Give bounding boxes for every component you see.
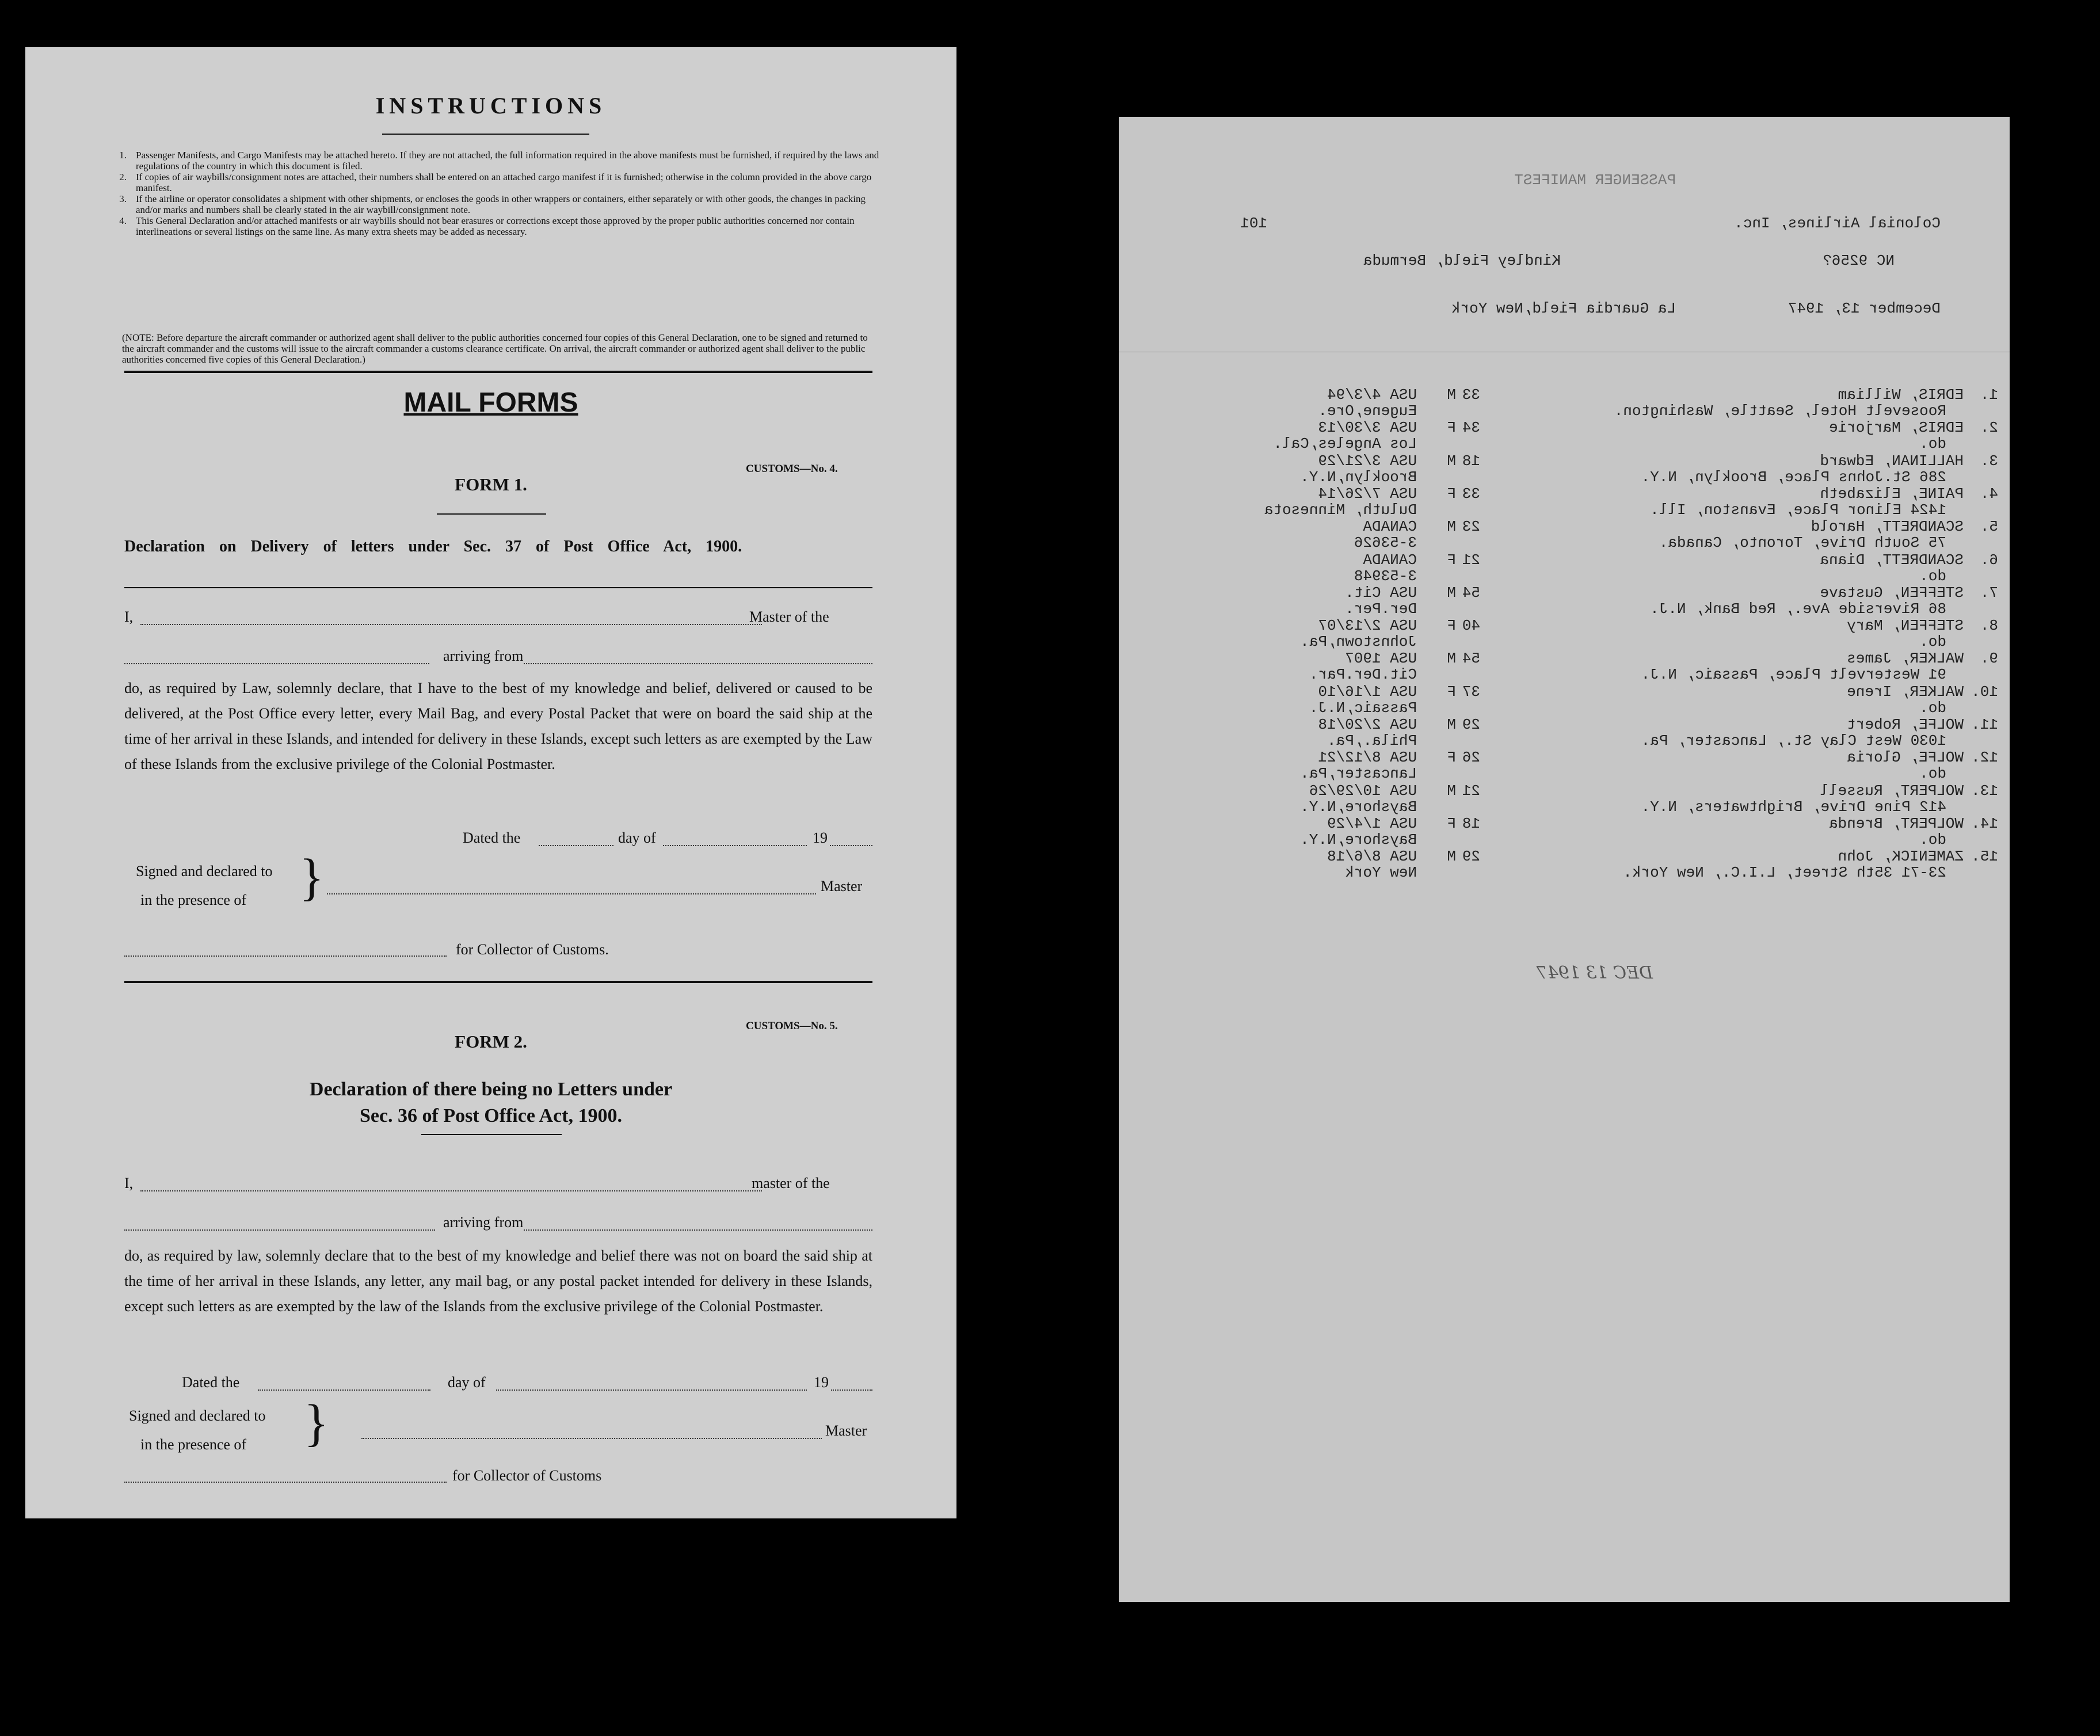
passenger-birthplace: Eugene,Ore. (1318, 402, 1417, 420)
master-name-field[interactable] (140, 624, 762, 625)
date-year-field[interactable] (831, 1389, 872, 1391)
passenger-num: 2. (1980, 419, 1998, 437)
form1-arriving-from: arriving from (443, 648, 524, 664)
passenger-name: WALKER, James (1847, 650, 1964, 668)
passenger-address: 75 South Drive, Toronto, Canada. (1659, 534, 1946, 552)
instruction-item: 2. If copies of air waybills/consignment notes are attached, their numbers shall be entered on an attached cargo manifest if it is furnished; otherwise in the column provided in the above cargo manifest. (119, 172, 872, 193)
passenger-age: 29 (1462, 848, 1480, 866)
divider (124, 587, 872, 588)
passenger-sex: M (1447, 584, 1456, 601)
passenger-birthplace: 3-53948 (1354, 567, 1417, 585)
passenger-age: 34 (1462, 419, 1480, 437)
form2-title: FORM 2. (455, 1031, 527, 1052)
date-month-field[interactable] (663, 845, 807, 846)
ship-name-field[interactable] (124, 663, 429, 664)
passenger-num: 1. (1980, 386, 1998, 403)
passenger-address: 91 Westervelt Place, Passaic, N.J. (1641, 666, 1946, 684)
passenger-birthplace: Passaic,N.J. (1309, 699, 1417, 717)
passenger-address: do. (1919, 699, 1946, 717)
form2-master-of-the: master of the (752, 1175, 830, 1191)
instructions-list (110, 150, 882, 237)
date: December 13, 1947 (1788, 300, 1941, 317)
passenger-age: 21 (1462, 551, 1480, 569)
passenger-age: 37 (1462, 683, 1480, 701)
passenger-birthplace: Der.Per. (1345, 600, 1417, 618)
form2-presence: in the presence of (140, 1436, 247, 1453)
form1-presence: in the presence of (140, 892, 247, 908)
passenger-num: 9. (1980, 650, 1998, 668)
passenger-num: 12. (1971, 749, 1998, 767)
passenger-num: 3. (1980, 452, 1998, 470)
passenger-birthplace: Johnstown,Pa. (1300, 633, 1417, 651)
passenger-birthplace: Lancaster,Pa. (1300, 765, 1417, 783)
passenger-birthplace: Brooklyn,N.Y. (1300, 468, 1417, 486)
form1-i: I, (124, 608, 134, 625)
passenger-birthplace: Bayshore,N.Y. (1300, 831, 1417, 848)
mirrored-manifest (1119, 117, 2010, 1602)
passenger-nat: USA 7/26/14 (1318, 485, 1417, 502)
form2-declaration-line2: Sec. 36 of Post Office Act, 1900. (359, 1105, 623, 1126)
passenger-num: 15. (1971, 848, 1998, 866)
instruction-item: 1. Passenger Manifests, and Cargo Manifests may be attached hereto. If they are not attached, the full information required in the above manifests must be furnished, if required by the laws and regulations of the country in which this document is filed. (119, 150, 879, 172)
passenger-nat: USA 4/3/94 (1327, 386, 1417, 403)
master-name-field[interactable] (140, 1190, 762, 1191)
passenger-sex: M (1447, 848, 1456, 866)
passenger-address: 23-71 35th Street, L.I.C., New York. (1623, 864, 1946, 882)
form2-collector: for Collector of Customs (452, 1467, 602, 1484)
passenger-name: WOLPERT, Russell (1820, 782, 1964, 800)
passenger-birthplace: Cit.Der.Par. (1309, 666, 1417, 684)
manifest-heading: PASSENGER MANIFEST (1514, 172, 1676, 189)
form2-master: Master (825, 1422, 867, 1439)
passenger-address: do. (1919, 435, 1946, 453)
passenger-age: 21 (1462, 782, 1480, 800)
passenger-address: do. (1919, 831, 1946, 848)
master-signature-field[interactable] (361, 1438, 822, 1439)
passenger-num: 8. (1980, 617, 1998, 635)
collector-signature-field[interactable] (124, 1482, 447, 1483)
passenger-sex: F (1447, 485, 1456, 502)
passenger-address: do. (1919, 567, 1946, 585)
passenger-birthplace: Duluth, Minnesota (1264, 501, 1417, 519)
divider (124, 371, 872, 373)
passenger-age: 54 (1462, 650, 1480, 668)
passenger-sex: F (1447, 419, 1456, 437)
passenger-name: WOLPERT, Brenda (1828, 814, 1964, 832)
passenger-num: 4. (1980, 485, 1998, 502)
brace: } (304, 1395, 329, 1452)
passenger-sex: F (1447, 683, 1456, 701)
passenger-birthplace: New York (1345, 864, 1417, 882)
passenger-nat: CANADA (1363, 551, 1417, 569)
passenger-birthplace: Bayshore,N.Y. (1300, 798, 1417, 816)
passenger-num: 7. (1980, 584, 1998, 601)
form1-body: do, as required by Law, solemnly declare, that I have to the best of my knowledge and belief, delivered or caused to be delivered, at the Post Office every letter, every Mail Bag, and every Postal Packet that were on board the said ship at the time of her arrival in these Islands, and intended for delivery in these Islands, except such letters as are exempted by the Law of these Islands from the exclusive privilege of the Colonial Postmaster. (124, 680, 872, 772)
form1-master: Master (821, 878, 863, 894)
passenger-address: 1424 Elinor Place, Evanston, Ill. (1650, 501, 1946, 519)
passenger-nat: USA 10/29/26 (1309, 782, 1417, 800)
passenger-num: 6. (1980, 551, 1998, 569)
passenger-num: 11. (1971, 716, 1998, 733)
passenger-age: 33 (1462, 386, 1480, 403)
passenger-nat: USA 8/12/21 (1318, 749, 1417, 767)
passenger-nat: USA 8/6/18 (1327, 848, 1417, 866)
passenger-sex: M (1447, 452, 1456, 470)
registration: NC 9256? (1823, 252, 1895, 269)
brace: } (299, 849, 325, 906)
passenger-num: 10. (1971, 683, 1998, 701)
passenger-nat: USA 2/13/07 (1318, 617, 1417, 635)
mail-forms-page (25, 47, 956, 1518)
form2-dated-the: Dated the (182, 1374, 240, 1391)
passenger-name: WALKER, Irene (1847, 683, 1964, 701)
passenger-age: 23 (1462, 518, 1480, 536)
form2-arriving-from: arriving from (443, 1214, 524, 1231)
title-underline (382, 134, 589, 135)
passenger-manifest-page (1119, 117, 2010, 1602)
passenger-sex: M (1447, 782, 1456, 800)
passenger-nat: USA 1/16/10 (1318, 683, 1417, 701)
date-day-field[interactable] (258, 1389, 430, 1391)
passenger-name: SCANDRETT, Harold (1811, 518, 1964, 536)
form1-title: FORM 1. (455, 474, 527, 494)
passenger-birthplace: Los Angeles,Cal. (1273, 435, 1417, 453)
passenger-nat: CANADA (1363, 518, 1417, 536)
passenger-sex: M (1447, 518, 1456, 536)
instructions-note: (NOTE: Before departure the aircraft commander or authorized agent shall deliver to the public authorities concerned four copies of this General Declaration, one to be signed and returned to the aircraft commander and the customs will issue to the aircraft commander a customs clearance certificate. On arrival, the aircraft commander or authorized agent shall deliver to the public authorities concerned five copies of this General Declaration.) (122, 332, 868, 365)
form2-declaration-line1: Declaration of there being no Letters under (309, 1079, 673, 1100)
passenger-address: 1030 West Clay St., Lancaster, Pa. (1641, 732, 1946, 749)
passenger-sex: M (1447, 716, 1456, 733)
collector-signature-field[interactable] (124, 955, 447, 957)
passenger-name: WOLFE, Robert (1847, 716, 1964, 733)
passenger-name: PAINE, Elizabeth (1820, 485, 1964, 502)
passenger-nat: USA 3/30/13 (1318, 419, 1417, 437)
date-stamp: DEC 13 1947 (1536, 963, 1653, 983)
form2-body: do, as required by law, solemnly declare that to the best of my knowledge and belief there was not on board the said ship at the time of her arrival in these Islands, any letter, any mail bag, or any postal packet intended for delivery in these Islands, except such letters as are exempted by the law of the Islands from the exclusive privilege of the Colonial Postmaster. (124, 1247, 872, 1315)
passenger-name: STEFFEN, Gustave (1820, 584, 1964, 601)
divider (421, 1134, 562, 1135)
form1-dated-the: Dated the (463, 829, 521, 846)
mail-forms-heading: MAIL FORMS (403, 387, 578, 418)
passenger-nat: USA 1907 (1345, 650, 1417, 668)
date-day-field[interactable] (539, 845, 613, 846)
passenger-sex: F (1447, 814, 1456, 832)
instruction-item: 3. If the airline or operator consolidates a shipment with other shipments, or encloses the goods in other wrappers or containers, either separately or with other goods, the changes in packing and/or marks and numbers shall be clearly stated in the air waybill/consignment note. (119, 193, 866, 215)
master-signature-field[interactable] (327, 893, 816, 894)
passenger-birthplace: 3-53626 (1354, 534, 1417, 552)
passenger-age: 26 (1462, 749, 1480, 767)
origin-field[interactable] (524, 663, 872, 664)
divider (124, 981, 872, 983)
passenger-name: EDRIS, Marjorie (1828, 419, 1964, 437)
customs-number: CUSTOMS—No. 4. (746, 463, 838, 475)
customs-number: CUSTOMS—No. 5. (746, 1020, 838, 1032)
passenger-age: 18 (1462, 814, 1480, 832)
passenger-age: 18 (1462, 452, 1480, 470)
departure: Kindley Field, Bermuda (1363, 252, 1561, 269)
passenger-sex: M (1447, 386, 1456, 403)
passenger-name: EDRIS, William (1838, 386, 1964, 403)
passenger-name: SCANDRETT, Diana (1820, 551, 1964, 569)
passenger-birthplace: Phila.,Pa. (1327, 732, 1417, 749)
date-year-field[interactable] (830, 845, 872, 846)
form2-i: I, (124, 1175, 134, 1191)
passenger-sex: F (1447, 749, 1456, 767)
passenger-age: 54 (1462, 584, 1480, 601)
passenger-name: ZAMENICK, John (1838, 848, 1964, 866)
passenger-name: WOLFE, Gloria (1847, 749, 1964, 767)
passenger-address: do. (1919, 633, 1946, 651)
passenger-address: 86 Riverside Ave., Red Bank, N.J. (1650, 600, 1946, 618)
passenger-address: 412 Pine Drive, Brightwaters, N.Y. (1641, 798, 1946, 816)
date-month-field[interactable] (496, 1389, 807, 1391)
passenger-address: 286 St.Johns Place, Brooklyn, N.Y. (1641, 468, 1946, 486)
flight-no: 101 (1240, 215, 1267, 232)
form2-signed: Signed and declared to (129, 1407, 266, 1424)
passenger-num: 14. (1971, 814, 1998, 832)
passenger-sex: F (1447, 617, 1456, 635)
passenger-name: HALLINAN, Edward (1820, 452, 1964, 470)
passenger-nat: USA 2/20/18 (1318, 716, 1417, 733)
ship-name-field[interactable] (124, 1229, 435, 1231)
operator: Colonial Airlines, Inc. (1734, 215, 1941, 232)
instructions-title: INSTRUCTIONS (375, 93, 607, 119)
passenger-age: 40 (1462, 617, 1480, 635)
passenger-address: Roosevelt Hotel, Seattle, Washington. (1614, 402, 1946, 420)
passenger-name: STEFFEN, Mary (1847, 617, 1964, 635)
form1-master-of-the: Master of the (749, 608, 829, 625)
passenger-sex: F (1447, 551, 1456, 569)
passenger-age: 29 (1462, 716, 1480, 733)
passenger-nat: USA 3/21/29 (1318, 452, 1417, 470)
passenger-num: 5. (1980, 518, 1998, 536)
form2-day-of: day of (448, 1374, 486, 1391)
form1-declaration: Declaration on Delivery of letters under Sec. 37 of Post Office Act, 1900. (124, 538, 742, 555)
form1-signed: Signed and declared to (136, 863, 273, 880)
arrival: La Guardia Field,New York (1451, 300, 1676, 317)
form1-day-of: day of (618, 829, 656, 846)
origin-field[interactable] (524, 1229, 872, 1231)
instruction-item: 4. This General Declaration and/or attached manifests or air waybills should not bear erasures or corrections except those approved by the proper public authorities concerned nor contain interlineations or several listings on the same line. As many extra sheets may be added as necessary. (119, 215, 855, 237)
passenger-nat: USA Cit. (1345, 584, 1417, 601)
passenger-sex: M (1447, 650, 1456, 668)
passenger-age: 33 (1462, 485, 1480, 502)
form1-year: 19 (813, 829, 828, 846)
divider (437, 513, 546, 515)
passenger-num: 13. (1971, 782, 1998, 800)
form2-year: 19 (814, 1374, 829, 1391)
passenger-nat: USA 1/4/29 (1327, 814, 1417, 832)
form1-collector: for Collector of Customs. (456, 941, 609, 958)
passenger-address: do. (1919, 765, 1946, 783)
